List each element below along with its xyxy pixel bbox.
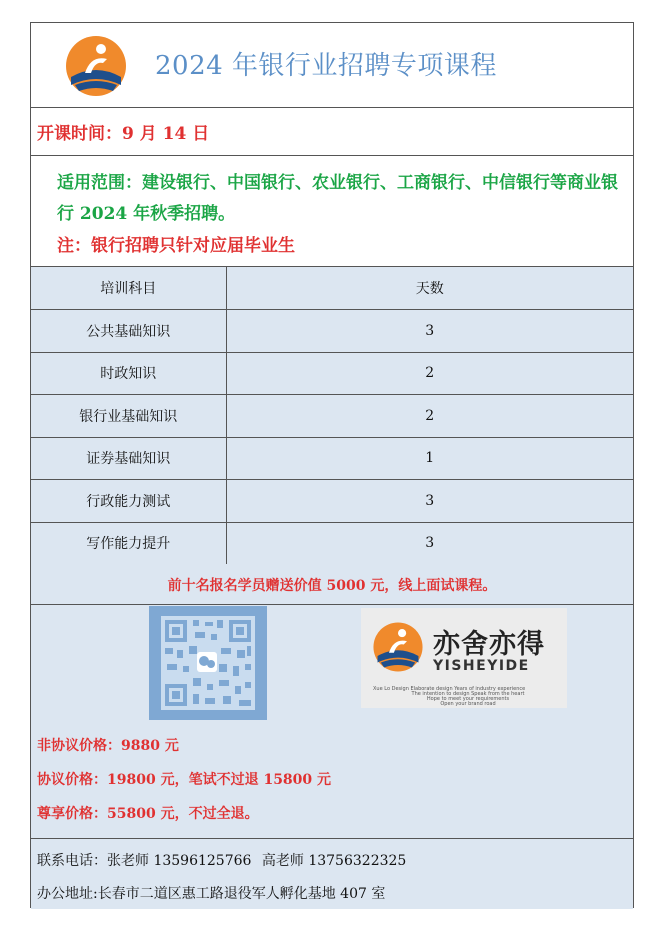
price-standard: 非协议价格：9880 元 [37,738,179,754]
brand-banner [361,608,567,708]
table-row [31,437,633,480]
subject-cell: 银行业基础知识 [31,395,226,438]
scope-note: 注：银行招聘只针对应届毕业生 [57,236,295,256]
brand-tagline [373,687,563,707]
start-date-row [31,108,633,156]
course-flyer [30,22,634,908]
scope-text: 适用范围：建设银行、中国银行、农业银行、工商银行、中信银行等商业银行 2024 年秋季招聘。 [57,173,618,224]
days-cell: 2 [226,352,633,395]
days-cell: 2 [226,395,633,438]
page-title: 2024 年银行业招聘专项课程 [155,51,497,81]
brand-logo-icon [371,620,425,674]
tagline-line: Hope to meet your requirements [426,696,510,702]
contact-address: 办公地址:长春市二道区惠工路退役军人孵化基地 407 室 [37,886,386,902]
price-agreement: 协议价格：19800 元，笔试不过退 15800 元 [37,772,332,788]
table-row [31,352,633,395]
table-row [31,310,633,353]
price-premium: 尊享价格：55800 元，不过全退。 [37,806,259,822]
qr-code[interactable] [149,606,267,720]
subject-cell: 写作能力提升 [31,522,226,565]
brand-name-cn: 亦舍亦得 [433,629,545,660]
days-cell: 3 [226,310,633,353]
brand-logo-icon [63,33,129,99]
contact-section [31,839,633,909]
header-subject: 培训科目 [31,267,226,310]
header [31,23,633,108]
subject-cell: 公共基础知识 [31,310,226,353]
table-header-row [31,267,633,310]
subject-cell: 证券基础知识 [31,437,226,480]
days-cell: 1 [226,437,633,480]
qr-code-icon [149,606,267,720]
subjects-table [31,267,633,565]
contact-phone-2: 高老师 13756322325 [261,853,407,869]
days-cell: 3 [226,522,633,565]
pricing-section [31,605,633,839]
days-cell: 3 [226,480,633,523]
tagline-line: Open your brand road [440,701,496,707]
table-row [31,522,633,565]
start-date: 开课时间：9 月 14 日 [37,124,210,144]
scope-section [31,156,633,267]
tagline-line: The intention to design Speak from the heart [411,691,525,697]
contact-phone-1: 联系电话：张老师 13596125766 [37,853,252,869]
promo-text: 前十名报名学员赠送价值 5000 元，线上面试课程。 [167,578,497,594]
tagline-line: Xue Lo Design Elaborate design Years of industry experience [373,686,526,692]
brand-name-en: YISHEYIDE [433,658,530,674]
promo-row [31,564,633,605]
subject-cell: 时政知识 [31,352,226,395]
header-days: 天数 [226,267,633,310]
contact-phones [37,850,406,870]
table-row [31,395,633,438]
subject-cell: 行政能力测试 [31,480,226,523]
table-row [31,480,633,523]
